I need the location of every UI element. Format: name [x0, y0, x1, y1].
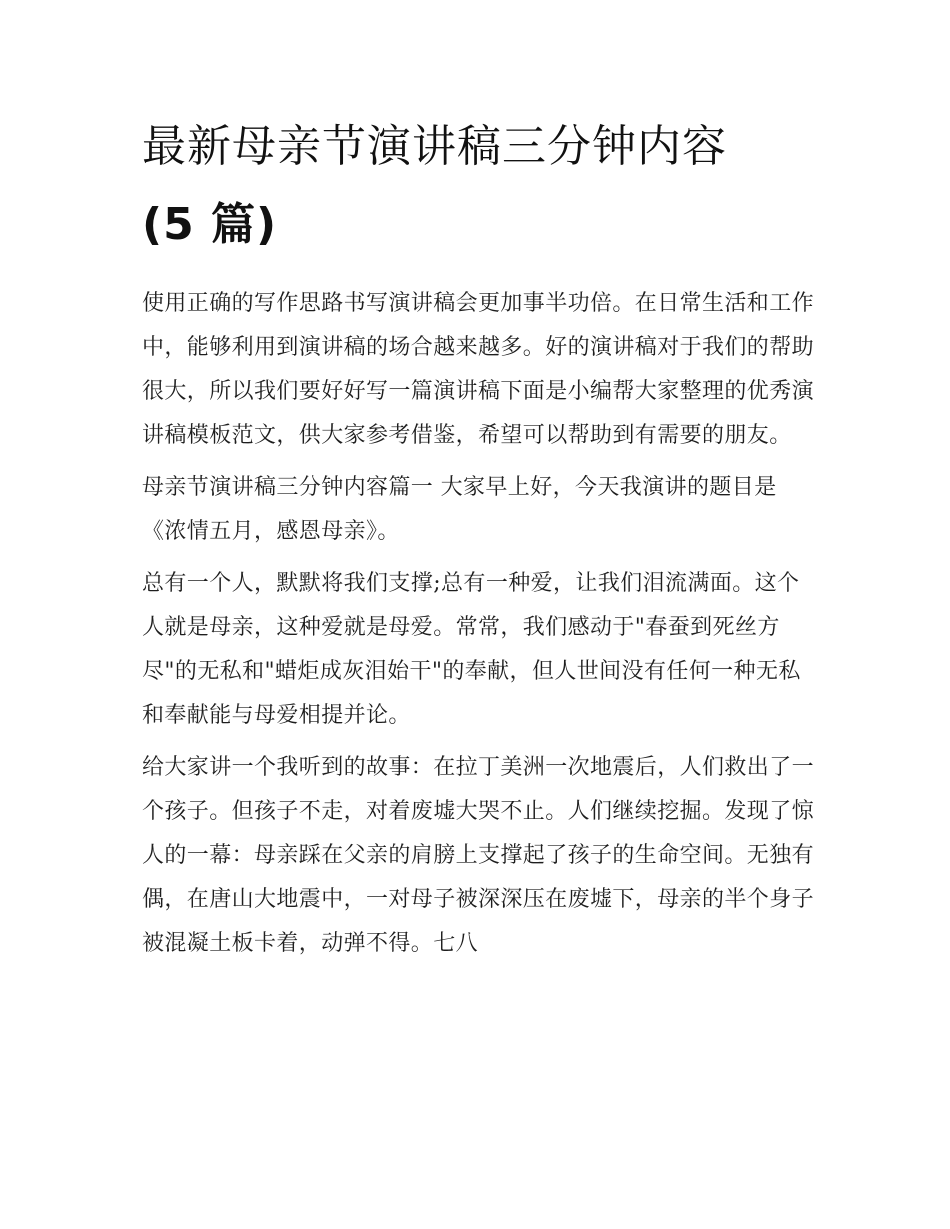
- title-main: 最新母亲节演讲稿三分钟内容: [142, 121, 727, 172]
- document-body: [142, 108, 814, 974]
- paragraph-speech-opening: 母亲节演讲稿三分钟内容篇一 大家早上好，今天我演讲的题目是《浓情五月，感恩母亲》。: [142, 475, 777, 544]
- paragraph-intro: 使用正确的写作思路书写演讲稿会更加事半功倍。在日常生活和工作中，能够利用到演讲稿的场合越来越多。好的演讲稿对于我们的帮助很大，所以我们要好好写一篇演讲稿下面是小编帮大家整理的优秀演讲稿模板范文，供大家参考借鉴，希望可以帮助到有需要的朋友。: [142, 291, 815, 448]
- paragraph-mother-love: 总有一个人，默默将我们支撑;总有一种爱，让我们泪流满面。这个人就是母亲，这种爱就是母爱。常常，我们感动于"春蚕到死丝方尽"的无私和"蜡炬成灰泪始干"的奉献，但人世间没有任何一种无私和奉献能与母爱相提并论。: [142, 571, 801, 728]
- title-suffix: (5 篇): [142, 199, 278, 250]
- document-title: [142, 108, 814, 264]
- paragraph-earthquake-story: 给大家讲一个我听到的故事：在拉丁美洲一次地震后，人们救出了一个孩子。但孩子不走，对着废墟大哭不止。人们继续挖掘。发现了惊人的一幕：母亲踩在父亲的肩膀上支撑起了孩子的生命空间。无独有偶，在唐山大地震中，一对母子被深深压在废墟下，母亲的半个身子被混凝土板卡着，动弹不得。七八: [142, 755, 815, 956]
